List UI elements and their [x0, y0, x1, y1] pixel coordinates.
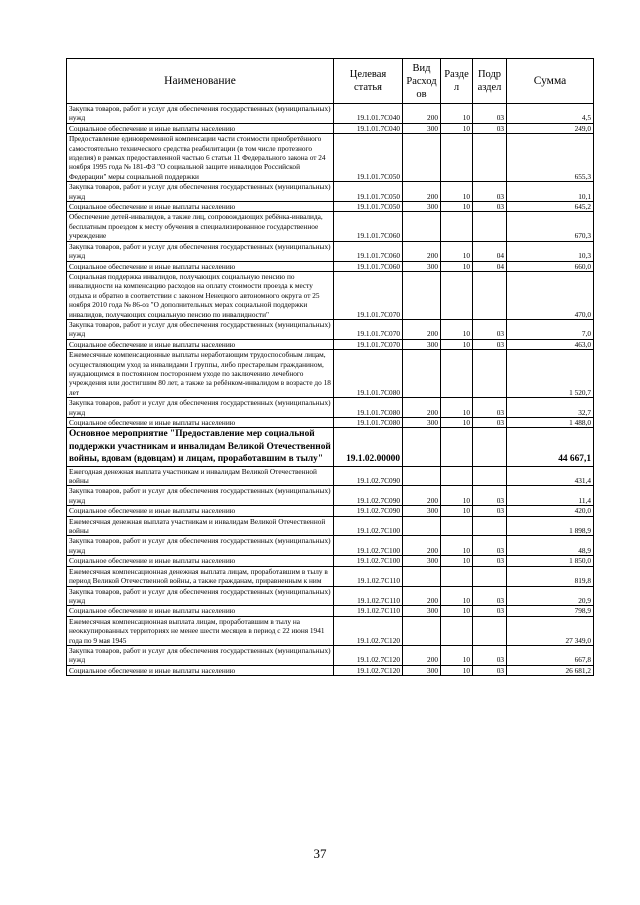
row-target-article: 19.1.01.7С040 — [334, 123, 403, 133]
row-expense-type: 300 — [403, 506, 441, 516]
row-name: Ежегодная денежная выплата участникам и инвалидам Великой Отечественной войны — [67, 466, 334, 486]
row-sum: 660,0 — [507, 261, 594, 271]
table-row — [67, 212, 594, 241]
header-subsection: Подр аздел — [473, 59, 507, 104]
row-subsection: 03 — [473, 645, 507, 665]
row-expense-type — [403, 616, 441, 645]
header-name: Наименование — [67, 59, 334, 104]
row-subsection: 03 — [473, 202, 507, 212]
row-name: Закупка товаров, работ и услуг для обеспечения государственных (муниципальных) нужд — [67, 104, 334, 124]
row-subsection: 03 — [473, 606, 507, 616]
row-target-article: 19.1.01.7С050 — [334, 182, 403, 202]
row-expense-type: 300 — [403, 665, 441, 675]
row-name: Социальная поддержка инвалидов, получающих социальную пенсию по инвалидности на компенсацию расходов на оплату стоимости проезда к месту отдыха и обратно в соответствии с законом Ненецкого автономного округа от 25 ноября 2010 года № 86-оз "О дополнительных мерах социальной поддержки инвалидов, получающих социальную пенсию по инвалидности" — [67, 271, 334, 319]
row-subsection: 03 — [473, 319, 507, 339]
row-expense-type: 200 — [403, 645, 441, 665]
row-sum: 431,4 — [507, 466, 594, 486]
row-name: Основное мероприятие "Предоставление мер социальной поддержки участникам и инвалидам Великой Отечественной войны, вдовам (вдовцам) и лицам, проработавшим в тылу" — [67, 428, 334, 466]
row-name: Социальное обеспечение и иные выплаты населению — [67, 339, 334, 349]
row-name: Ежемесячная денежная выплата участникам и инвалидам Великой Отечественной войны — [67, 516, 334, 536]
row-section: 10 — [441, 202, 473, 212]
table-row — [67, 665, 594, 675]
row-subsection — [473, 516, 507, 536]
row-name: Социальное обеспечение и иные выплаты населению — [67, 418, 334, 428]
row-expense-type — [403, 212, 441, 241]
row-expense-type: 300 — [403, 418, 441, 428]
row-expense-type: 200 — [403, 104, 441, 124]
table-row — [67, 271, 594, 319]
row-section: 10 — [441, 506, 473, 516]
row-subsection — [473, 566, 507, 586]
row-section: 10 — [441, 123, 473, 133]
row-name: Социальное обеспечение и иные выплаты населению — [67, 202, 334, 212]
row-section: 10 — [441, 104, 473, 124]
table-row — [67, 428, 594, 466]
row-target-article: 19.1.01.7С050 — [334, 202, 403, 212]
row-name: Обеспечение детей-инвалидов, а также лиц, сопровождающих ребёнка-инвалида, бесплатным проездом к месту обучения в специализированное государственное учреждение — [67, 212, 334, 241]
row-subsection — [473, 428, 507, 466]
row-target-article: 19.1.02.7С110 — [334, 566, 403, 586]
row-name: Предоставление единовременной компенсации части стоимости приобретённого самостоятельно технического средства реабилитации (в том числе протезного изделия) в рамках предоставленной частью 6 статьи 11 Федерального закона от 24 ноября 1995 года № 181-ФЗ "О социальной защите инвалидов Российской Федерации" меры социальной поддержки — [67, 134, 334, 182]
row-section: 10 — [441, 241, 473, 261]
row-target-article: 19.1.01.7С040 — [334, 104, 403, 124]
row-target-article: 19.1.02.7С100 — [334, 516, 403, 536]
row-sum: 1 488,0 — [507, 418, 594, 428]
row-section — [441, 350, 473, 398]
table-row — [67, 616, 594, 645]
row-target-article: 19.1.01.7С070 — [334, 339, 403, 349]
row-section: 10 — [441, 665, 473, 675]
row-section: 10 — [441, 339, 473, 349]
row-name: Социальное обеспечение и иные выплаты населению — [67, 606, 334, 616]
row-expense-type: 200 — [403, 586, 441, 606]
row-name: Закупка товаров, работ и услуг для обеспечения государственных (муниципальных) нужд — [67, 398, 334, 418]
table-row — [67, 182, 594, 202]
row-sum: 667,8 — [507, 645, 594, 665]
row-name: Социальное обеспечение и иные выплаты населению — [67, 665, 334, 675]
row-sum: 26 681,2 — [507, 665, 594, 675]
row-target-article: 19.1.01.7С080 — [334, 418, 403, 428]
row-sum: 44 667,1 — [507, 428, 594, 466]
row-target-article: 19.1.01.7С060 — [334, 212, 403, 241]
row-sum: 1 520,7 — [507, 350, 594, 398]
row-target-article: 19.1.01.7С080 — [334, 350, 403, 398]
row-sum: 10,1 — [507, 182, 594, 202]
page-number: 37 — [313, 846, 327, 861]
row-sum: 645,2 — [507, 202, 594, 212]
row-sum: 798,9 — [507, 606, 594, 616]
table-row — [67, 486, 594, 506]
row-sum: 10,3 — [507, 241, 594, 261]
row-name: Закупка товаров, работ и услуг для обеспечения государственных (муниципальных) нужд — [67, 486, 334, 506]
row-expense-type: 300 — [403, 339, 441, 349]
row-section: 10 — [441, 182, 473, 202]
row-subsection: 03 — [473, 556, 507, 566]
row-sum: 4,5 — [507, 104, 594, 124]
table-row — [67, 466, 594, 486]
table-row — [67, 398, 594, 418]
row-name: Закупка товаров, работ и услуг для обеспечения государственных (муниципальных) нужд — [67, 319, 334, 339]
row-target-article: 19.1.01.7С060 — [334, 241, 403, 261]
table-row — [67, 418, 594, 428]
header-row — [67, 59, 594, 104]
row-subsection: 04 — [473, 241, 507, 261]
row-expense-type — [403, 428, 441, 466]
row-expense-type — [403, 134, 441, 182]
row-subsection: 03 — [473, 506, 507, 516]
row-section: 10 — [441, 606, 473, 616]
row-sum: 48,9 — [507, 536, 594, 556]
table-row — [67, 202, 594, 212]
table-row — [67, 566, 594, 586]
row-target-article: 19.1.02.00000 — [334, 428, 403, 466]
row-name: Закупка товаров, работ и услуг для обеспечения государственных (муниципальных) нужд — [67, 182, 334, 202]
row-sum: 470,0 — [507, 271, 594, 319]
row-name: Закупка товаров, работ и услуг для обеспечения государственных (муниципальных) нужд — [67, 536, 334, 556]
table-row — [67, 339, 594, 349]
row-section — [441, 428, 473, 466]
row-expense-type — [403, 466, 441, 486]
row-expense-type — [403, 516, 441, 536]
row-sum: 7,0 — [507, 319, 594, 339]
row-name: Социальное обеспечение и иные выплаты населению — [67, 556, 334, 566]
row-name: Закупка товаров, работ и услуг для обеспечения государственных (муниципальных) нужд — [67, 241, 334, 261]
header-section: Разде л — [441, 59, 473, 104]
row-target-article: 19.1.02.7С090 — [334, 466, 403, 486]
table-row — [67, 134, 594, 182]
row-subsection: 03 — [473, 182, 507, 202]
table-body — [67, 104, 594, 676]
row-sum: 11,4 — [507, 486, 594, 506]
row-target-article: 19.1.02.7С120 — [334, 665, 403, 675]
row-name: Социальное обеспечение и иные выплаты населению — [67, 123, 334, 133]
header-sum: Сумма — [507, 59, 594, 104]
row-target-article: 19.1.01.7С050 — [334, 134, 403, 182]
table-row — [67, 123, 594, 133]
row-expense-type: 200 — [403, 319, 441, 339]
row-subsection — [473, 212, 507, 241]
row-target-article: 19.1.02.7С120 — [334, 616, 403, 645]
table-row — [67, 536, 594, 556]
row-sum: 463,0 — [507, 339, 594, 349]
row-name: Ежемесячная компенсационная денежная выплата лицам, проработавшим в тылу в период Великой Отечественной войны, а также гражданам, приравненным к ним — [67, 566, 334, 586]
table-row — [67, 645, 594, 665]
row-target-article: 19.1.02.7С120 — [334, 645, 403, 665]
row-subsection — [473, 616, 507, 645]
budget-table — [66, 58, 594, 676]
row-target-article: 19.1.01.7С060 — [334, 261, 403, 271]
row-subsection: 03 — [473, 536, 507, 556]
row-expense-type: 200 — [403, 398, 441, 418]
row-subsection: 03 — [473, 665, 507, 675]
row-section: 10 — [441, 645, 473, 665]
row-expense-type: 300 — [403, 556, 441, 566]
row-subsection — [473, 134, 507, 182]
row-sum: 670,3 — [507, 212, 594, 241]
table-row — [67, 516, 594, 536]
row-subsection — [473, 350, 507, 398]
row-expense-type: 300 — [403, 123, 441, 133]
row-name: Социальное обеспечение и иные выплаты населению — [67, 506, 334, 516]
table-row — [67, 586, 594, 606]
row-target-article: 19.1.01.7С070 — [334, 271, 403, 319]
row-section — [441, 616, 473, 645]
row-target-article: 19.1.02.7С110 — [334, 606, 403, 616]
row-sum: 20,9 — [507, 586, 594, 606]
table-row — [67, 556, 594, 566]
row-name: Социальное обеспечение и иные выплаты населению — [67, 261, 334, 271]
row-section: 10 — [441, 486, 473, 506]
row-name: Закупка товаров, работ и услуг для обеспечения государственных (муниципальных) нужд — [67, 645, 334, 665]
row-target-article: 19.1.02.7С090 — [334, 506, 403, 516]
row-subsection: 04 — [473, 261, 507, 271]
row-section — [441, 566, 473, 586]
row-target-article: 19.1.02.7С100 — [334, 536, 403, 556]
row-sum: 420,0 — [507, 506, 594, 516]
row-expense-type: 200 — [403, 486, 441, 506]
row-sum: 819,8 — [507, 566, 594, 586]
row-section — [441, 516, 473, 536]
row-expense-type: 200 — [403, 241, 441, 261]
row-section — [441, 212, 473, 241]
row-name: Закупка товаров, работ и услуг для обеспечения государственных (муниципальных) нужд — [67, 586, 334, 606]
row-subsection: 03 — [473, 398, 507, 418]
row-section: 10 — [441, 398, 473, 418]
table-row — [67, 350, 594, 398]
row-section: 10 — [441, 536, 473, 556]
row-target-article: 19.1.02.7С100 — [334, 556, 403, 566]
row-expense-type: 300 — [403, 606, 441, 616]
row-subsection: 03 — [473, 586, 507, 606]
table-row — [67, 319, 594, 339]
row-target-article: 19.1.02.7С090 — [334, 486, 403, 506]
table-row — [67, 506, 594, 516]
table-row — [67, 606, 594, 616]
row-expense-type: 300 — [403, 261, 441, 271]
row-sum: 27 349,0 — [507, 616, 594, 645]
row-subsection: 03 — [473, 339, 507, 349]
row-target-article: 19.1.02.7С110 — [334, 586, 403, 606]
row-name: Ежемесячные компенсационные выплаты неработающим трудоспособным лицам, осуществляющим уход за инвалидами I группы, либо престарелым гражданином, нуждающимся в постоянном постороннем уходе по заключению лечебного учреждения или достигшим 80 лет, а также за ребёнком-инвалидом в возрасте до 18 лет — [67, 350, 334, 398]
row-subsection — [473, 271, 507, 319]
row-subsection: 03 — [473, 123, 507, 133]
row-name: Ежемесячная компенсационная выплата лицам, проработавшим в тылу на неоккупированных территориях не менее шести месяцев в период с 22 июня 1941 года по 9 мая 1945 — [67, 616, 334, 645]
row-section — [441, 466, 473, 486]
row-section: 10 — [441, 319, 473, 339]
row-expense-type: 300 — [403, 202, 441, 212]
row-expense-type — [403, 350, 441, 398]
row-section: 10 — [441, 261, 473, 271]
row-sum: 655,3 — [507, 134, 594, 182]
row-sum: 1 850,0 — [507, 556, 594, 566]
row-expense-type: 200 — [403, 536, 441, 556]
row-sum: 1 898,9 — [507, 516, 594, 536]
row-target-article: 19.1.01.7С070 — [334, 319, 403, 339]
row-expense-type — [403, 271, 441, 319]
row-subsection: 03 — [473, 486, 507, 506]
row-sum: 32,7 — [507, 398, 594, 418]
header-target-article: Целевая статья — [334, 59, 403, 104]
row-subsection: 03 — [473, 104, 507, 124]
row-section: 10 — [441, 556, 473, 566]
row-subsection — [473, 466, 507, 486]
header-expense-type: Вид Расход ов — [403, 59, 441, 104]
row-sum: 249,0 — [507, 123, 594, 133]
row-expense-type: 200 — [403, 182, 441, 202]
row-section: 10 — [441, 586, 473, 606]
table-row — [67, 104, 594, 124]
row-target-article: 19.1.01.7С080 — [334, 398, 403, 418]
table-row — [67, 261, 594, 271]
row-section — [441, 271, 473, 319]
row-section — [441, 134, 473, 182]
row-section: 10 — [441, 418, 473, 428]
row-subsection: 03 — [473, 418, 507, 428]
row-expense-type — [403, 566, 441, 586]
table-row — [67, 241, 594, 261]
